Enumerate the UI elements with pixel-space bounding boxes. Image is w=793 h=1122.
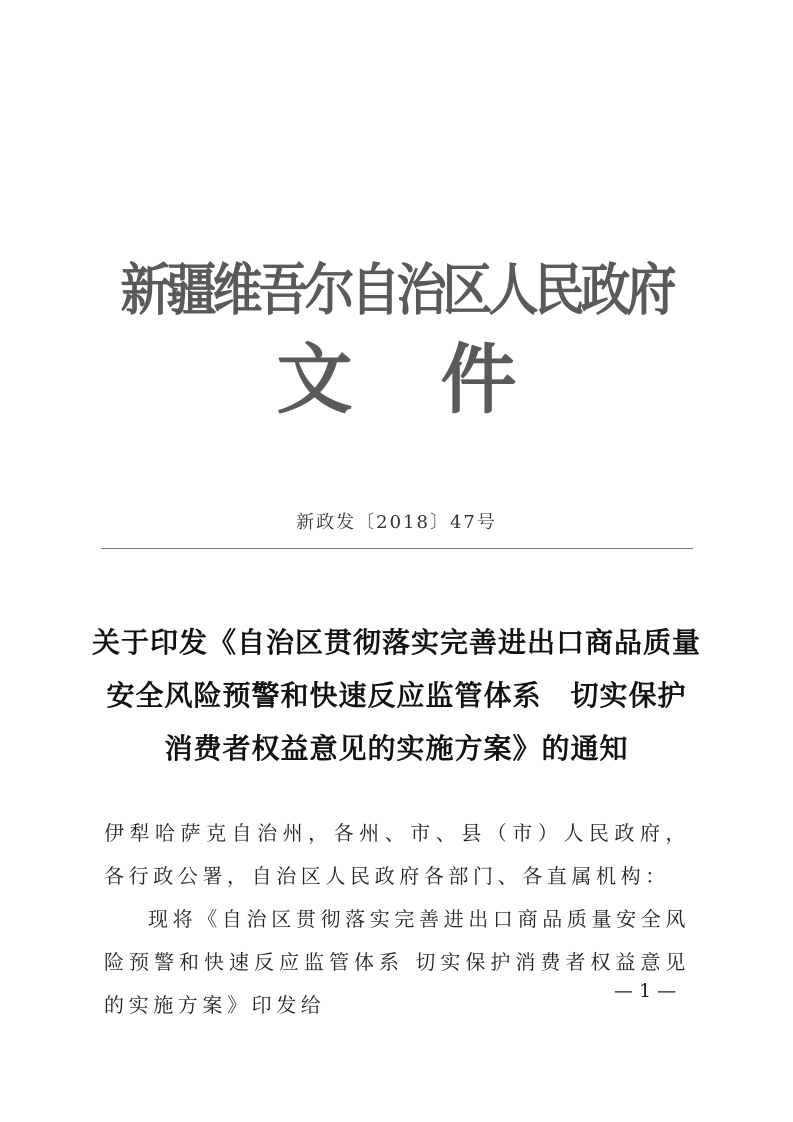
- page-number: — 1 —: [613, 980, 677, 1002]
- headline-line-2: 安全风险预警和快速反应监管体系 切实保护: [106, 679, 687, 712]
- recipients-paragraph: 伊犁哈萨克自治州，各州、市、县（市）人民政府，各行政公署，自治区人民政府各部门、各直属机构：: [104, 821, 690, 888]
- doc-kind-char-1: 文: [276, 335, 353, 424]
- header-divider: [101, 548, 693, 549]
- headline-line-3: 消费者权益意见的实施方案》的通知: [164, 732, 629, 765]
- issuer-title: 新疆维吾尔自治区人民政府: [120, 258, 673, 324]
- notice-headline: [80, 616, 713, 775]
- headline-line-1: 关于印发《自治区贯彻落实完善进出口商品质量: [91, 626, 701, 659]
- body-paragraph: 现将《自治区贯彻落实完善进出口商品质量安全风险预警和快速反应监管体系 切实保护消费者权益意见的实施方案》印发给: [104, 907, 690, 1017]
- doc-kind-char-2: 件: [440, 335, 517, 424]
- document-kind-heading: [0, 330, 793, 430]
- document-number: 新政发〔2018〕47号: [296, 512, 497, 533]
